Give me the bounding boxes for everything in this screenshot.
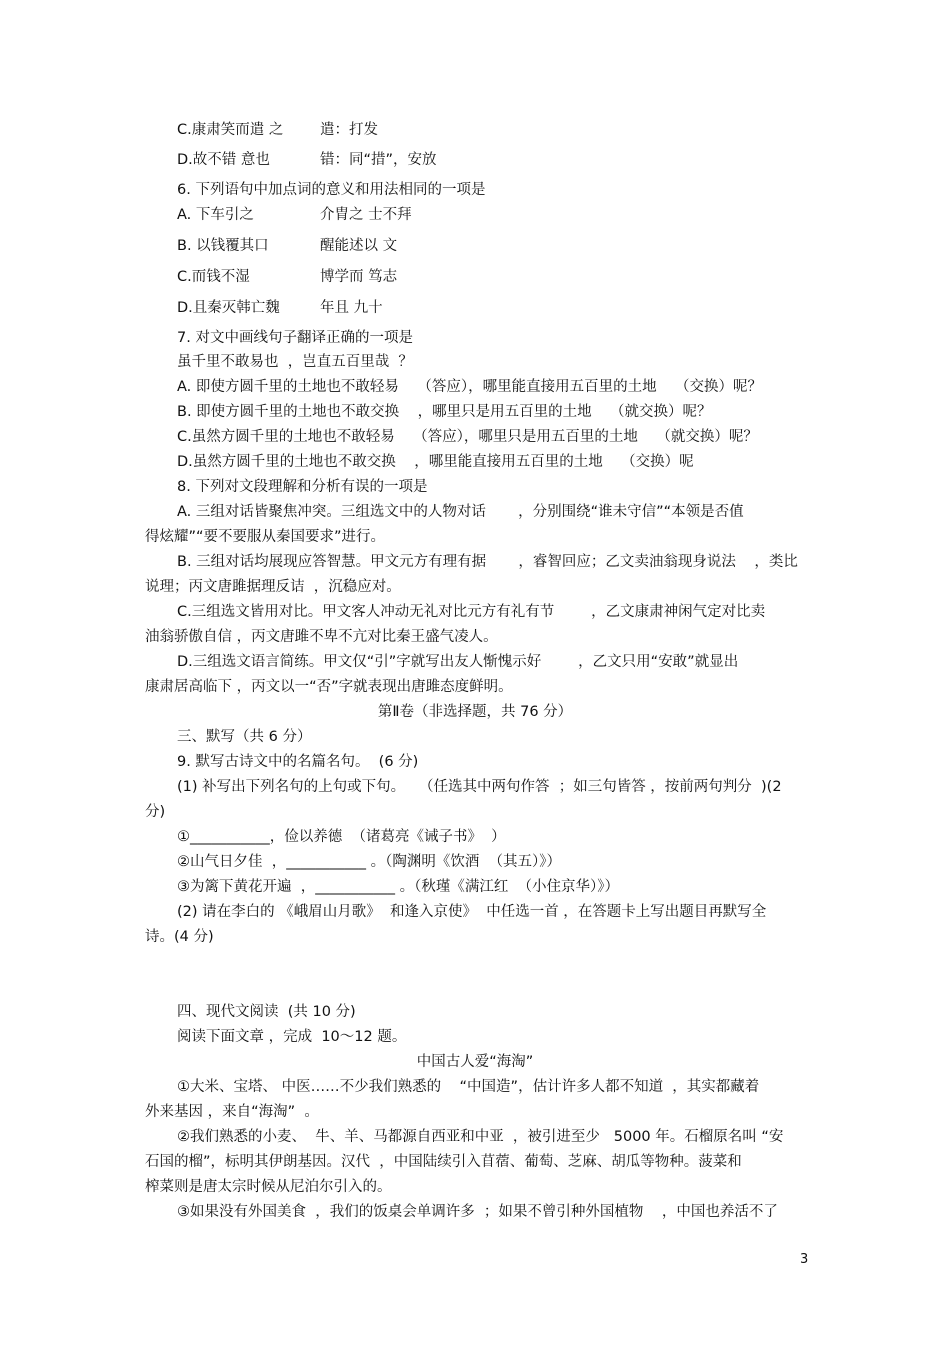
text-line: D.三组选文语言简练。甲文仅“引”字就写出友人惭愧示好 ，乙文只用“安敢”就显出 <box>177 654 739 670</box>
text-line: B. 以钱覆其口 <box>177 238 269 254</box>
text-line: 说理；丙文唐雎据理反诘 ，沉稳应对。 <box>145 579 401 595</box>
text-line: D.虽然方圆千里的土地也不敢交换 ，哪里能直接用五百里的土地 （交换）呢 <box>177 454 694 470</box>
text-line: ①大米、宝塔、 中医……不少我们熟悉的 “中国造”，估计许多人都不知道 ，其实都藏着 <box>177 1079 760 1095</box>
text-line: 年且 九十 <box>320 300 383 316</box>
text-line: ①___________，俭以养德 （诸葛亮《诫子书》 ） <box>177 829 506 845</box>
text-line: D.故不错 意也 <box>177 152 270 168</box>
text-line: 三、默写（共 6 分） <box>177 729 312 745</box>
text-line: C.而钱不湿 <box>177 269 250 285</box>
text-line: 四、现代文阅读 (共 10 分) <box>177 1004 356 1020</box>
text-line: 外来基因 ，来自“海淘” 。 <box>145 1104 319 1120</box>
text-line: B. 即使方圆千里的土地也不敢交换 ，哪里只是用五百里的土地 （就交换）呢？ <box>177 404 712 420</box>
text-line: 榨菜则是唐太宗时候从尼泊尔引入的。 <box>145 1179 392 1195</box>
text-line: B. 三组对话均展现应答智慧。甲文元方有理有据 ，睿智回应；乙文卖油翁现身说法 ，类比 <box>177 554 798 570</box>
text-line: 第Ⅱ卷（非选择题，共 76 分） <box>377 704 573 720</box>
text-line: 诗。(4 分) <box>145 929 214 945</box>
text-line: 8. 下列对文段理解和分析有误的一项是 <box>177 479 428 495</box>
text-line: 7. 对文中画线句子翻译正确的一项是 <box>177 330 413 346</box>
text-line: A. 三组对话皆聚焦冲突。三组选文中的人物对话 ，分别围绕“谁未守信”“本领是否值 <box>177 504 744 520</box>
text-line: 9. 默写古诗文中的名篇名句。 (6 分) <box>177 754 419 770</box>
text-line: 阅读下面文章 ，完成 10～12 题。 <box>177 1029 407 1045</box>
text-line: C.虽然方圆千里的土地也不敢轻易 （答应），哪里只是用五百里的土地 （就交换）呢？ <box>177 429 758 445</box>
text-line: D.且秦灭韩亡魏 <box>177 300 280 316</box>
text-line: 中国古人爱“海淘” <box>416 1054 534 1070</box>
text-line: 分) <box>145 804 166 820</box>
text-line: (2) 请在李白的 《峨眉山月歌》 和逢入京使》 中任选一首 ，在答题卡上写出题目再默写全 <box>177 904 767 920</box>
text-line: ②我们熟悉的小麦、 牛、羊、马都源自西亚和中亚 ，被引进至少 5000 年。石榴原名叫 “安 <box>177 1129 784 1145</box>
text-line: 遣：打发 <box>320 122 378 138</box>
text-line: 介胄之 士不拜 <box>320 207 412 223</box>
text-line: (1) 补写出下列名句的上句或下句。 （任选其中两句作答 ；如三句皆答 ，按前两句判分 )(2 <box>177 779 782 795</box>
text-line: ②山气日夕佳 ，___________ 。（陶渊明《饮酒 （其五）》） <box>177 854 562 870</box>
text-line: 醒能述以 文 <box>320 238 398 254</box>
text-line: A. 即使方圆千里的土地也不敢轻易 （答应），哪里能直接用五百里的土地 （交换）呢？ <box>177 379 763 395</box>
text-line: 博学而 笃志 <box>320 269 398 285</box>
text-line: 得炫耀”“要不要服从秦国要求”进行。 <box>145 529 386 545</box>
text-line: A. 下车引之 <box>177 207 254 223</box>
text-line: 虽千里不敢易也 ，岂直五百里哉 ？ <box>177 354 413 370</box>
text-line: C.三组选文皆用对比。甲文客人冲动无礼对比元方有礼有节 ，乙文康肃神闲气定对比卖 <box>177 604 766 620</box>
text-line: ③如果没有外国美食 ，我们的饭桌会单调许多 ；如果不曾引种外国植物 ，中国也养活不了 <box>177 1204 778 1220</box>
text-line: 油翁骄傲自信 ，丙文唐雎不卑不亢对比秦王盛气凌人。 <box>145 629 498 645</box>
text-line: 6. 下列语句中加点词的意义和用法相同的一项是 <box>177 182 486 198</box>
page-number: 3 <box>800 1252 809 1267</box>
text-line: 康肃居高临下 ，丙文以一“否”字就表现出唐雎态度鲜明。 <box>145 679 513 695</box>
text-line: 错：同“措”，安放 <box>320 152 437 168</box>
text-line: ③为篱下黄花开遍 ，___________ 。（秋瑾《满江红 （小住京华）》） <box>177 879 620 895</box>
text-line: C.康肃笑而遣 之 <box>177 122 284 138</box>
text-line: 石国的榴”，标明其伊朗基因。汉代 ，中国陆续引入苜蓿、葡萄、芝麻、胡瓜等物种。菠菜和 <box>145 1154 742 1170</box>
